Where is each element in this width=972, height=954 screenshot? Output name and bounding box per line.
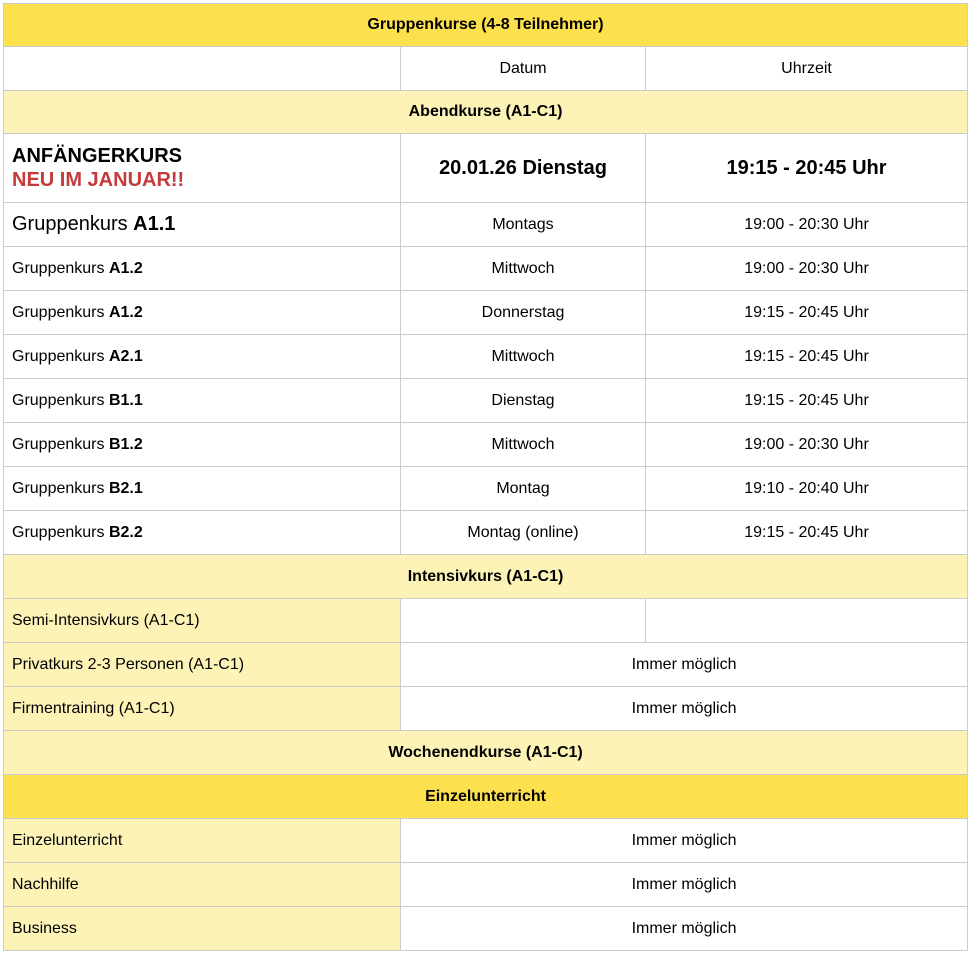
intensiv-label: Semi-Intensivkurs (A1-C1): [4, 599, 401, 643]
intensiv-availability: Immer möglich: [401, 687, 968, 731]
einzel-availability: Immer möglich: [401, 863, 968, 907]
featured-course-title: ANFÄNGERKURS: [12, 145, 182, 167]
intensiv-empty-cell: [401, 599, 646, 643]
table-title: Gruppenkurse (4-8 Teilnehmer): [4, 4, 968, 47]
course-row: [4, 467, 968, 511]
course-row: [4, 335, 968, 379]
section-header-wochenendkurse: Wochenendkurse (A1-C1): [4, 731, 968, 775]
column-header-uhrzeit: Uhrzeit: [646, 47, 968, 91]
featured-course-date: 20.01.26 Dienstag: [401, 134, 646, 203]
einzel-availability: Immer möglich: [401, 907, 968, 951]
intensiv-row: [4, 643, 968, 687]
section-header-einzelunterricht: Einzelunterricht: [4, 775, 968, 819]
intensiv-row: [4, 687, 968, 731]
featured-course-label: [4, 134, 401, 203]
course-name: Gruppenkurs A1.2: [4, 247, 401, 291]
einzel-row: [4, 863, 968, 907]
course-time: 19:10 - 20:40 Uhr: [646, 467, 968, 511]
course-name: Gruppenkurs A1.1: [4, 203, 401, 247]
course-time: 19:15 - 20:45 Uhr: [646, 291, 968, 335]
section-header-abendkurse: Abendkurse (A1-C1): [4, 91, 968, 134]
course-day: Mittwoch: [401, 423, 646, 467]
course-day: Montag (online): [401, 511, 646, 555]
course-time: 19:00 - 20:30 Uhr: [646, 423, 968, 467]
column-header-datum: Datum: [401, 47, 646, 91]
course-day: Mittwoch: [401, 335, 646, 379]
course-row: [4, 511, 968, 555]
einzel-label: Business: [4, 907, 401, 951]
course-schedule-table: [3, 3, 968, 951]
featured-course-subtitle: NEU IM JANUAR!!: [12, 169, 185, 191]
course-name: Gruppenkurs B2.1: [4, 467, 401, 511]
course-row: [4, 379, 968, 423]
course-name: Gruppenkurs B1.1: [4, 379, 401, 423]
course-time: 19:15 - 20:45 Uhr: [646, 511, 968, 555]
course-day: Montag: [401, 467, 646, 511]
course-time: 19:00 - 20:30 Uhr: [646, 247, 968, 291]
intensiv-empty-cell: [646, 599, 968, 643]
einzel-availability: Immer möglich: [401, 819, 968, 863]
course-name: Gruppenkurs A1.2: [4, 291, 401, 335]
einzel-row: [4, 819, 968, 863]
intensiv-label: Privatkurs 2-3 Personen (A1-C1): [4, 643, 401, 687]
course-day: Dienstag: [401, 379, 646, 423]
course-name: Gruppenkurs A2.1: [4, 335, 401, 379]
intensiv-label: Firmentraining (A1-C1): [4, 687, 401, 731]
einzel-row: [4, 907, 968, 951]
course-row: [4, 247, 968, 291]
course-time: 19:15 - 20:45 Uhr: [646, 379, 968, 423]
intensiv-row: [4, 599, 968, 643]
course-day: Montags: [401, 203, 646, 247]
section-header-intensivkurs: Intensivkurs (A1-C1): [4, 555, 968, 599]
einzel-label: Einzelunterricht: [4, 819, 401, 863]
course-name: Gruppenkurs B1.2: [4, 423, 401, 467]
course-row: [4, 203, 968, 247]
course-day: Mittwoch: [401, 247, 646, 291]
course-time: 19:00 - 20:30 Uhr: [646, 203, 968, 247]
course-row: [4, 423, 968, 467]
course-row: [4, 291, 968, 335]
course-day: Donnerstag: [401, 291, 646, 335]
course-name: Gruppenkurs B2.2: [4, 511, 401, 555]
einzel-label: Nachhilfe: [4, 863, 401, 907]
course-time: 19:15 - 20:45 Uhr: [646, 335, 968, 379]
featured-course-row: [4, 134, 968, 203]
intensiv-availability: Immer möglich: [401, 643, 968, 687]
featured-course-time: 19:15 - 20:45 Uhr: [646, 134, 968, 203]
header-empty-cell: [4, 47, 401, 91]
